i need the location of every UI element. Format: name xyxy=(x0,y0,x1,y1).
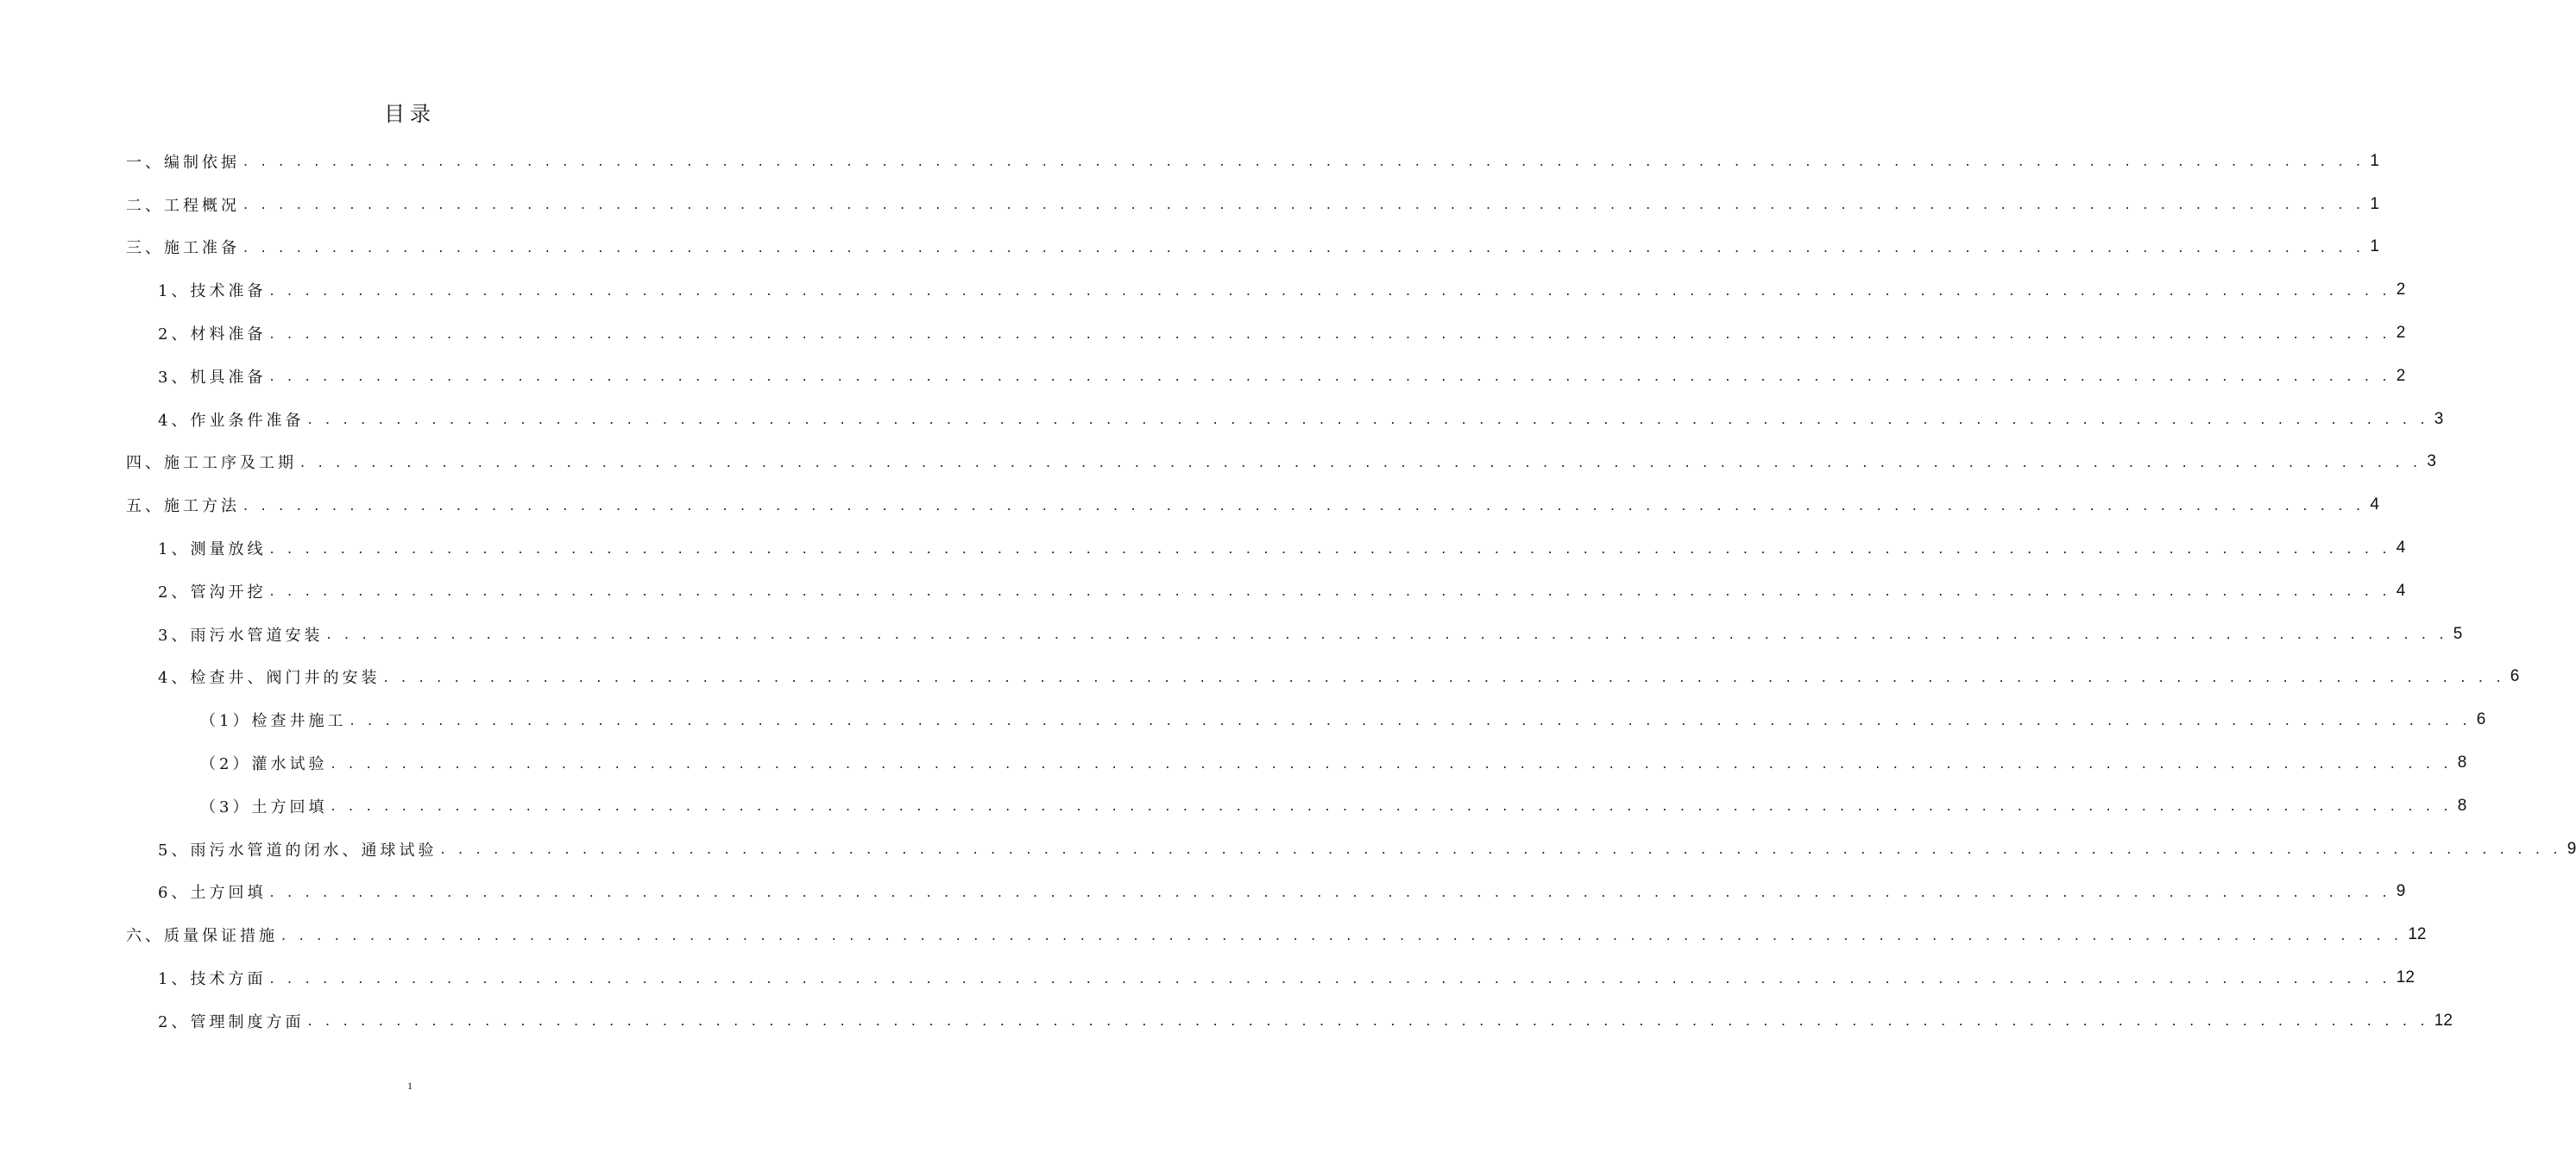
toc-entry-label: 3、机具准备 xyxy=(158,368,267,387)
toc-leader-dots: . . . . . . . . . . . . . . . . . . . . . . . . . . . . . . . . . . . . . . . . . . . . . . . . . . . . . . . . . . . . . . . . . . . . . . . . . . . . . . . . . . . . . . . . . . . . . . . . . . . . . . . . . . . . . . . . . . . . . . . . xyxy=(440,841,2562,858)
toc-entry[interactable] xyxy=(0,613,2463,656)
toc-entry[interactable] xyxy=(0,183,2379,226)
toc-leader-dots: . . . . . . . . . . . . . . . . . . . . . . . . . . . . . . . . . . . . . . . . . . . . . . . . . . . . . . . . . . . . . . . . . . . . . . . . . . . . . . . . . . . . . . . . . . . . . . . . . . . . . . . . . . . . . . . . . . . . . . . . xyxy=(269,325,2391,342)
toc-entry-page: 1 xyxy=(2370,151,2379,170)
toc-entry-label: 6、土方回填 xyxy=(158,884,267,903)
toc-entry-label: 4、作业条件准备 xyxy=(158,411,305,430)
toc-entry-page: 2 xyxy=(2396,366,2406,385)
toc-entry-page: 12 xyxy=(2396,968,2415,987)
toc-leader-dots: . . . . . . . . . . . . . . . . . . . . . . . . . . . . . . . . . . . . . . . . . . . . . . . . . . . . . . . . . . . . . . . . . . . . . . . . . . . . . . . . . . . . . . . . . . . . . . . . . . . . . . . . . . . . . . . . . . . . . . . . xyxy=(331,798,2453,815)
toc-entry-page: 4 xyxy=(2396,581,2406,600)
toc-leader-dots: . . . . . . . . . . . . . . . . . . . . . . . . . . . . . . . . . . . . . . . . . . . . . . . . . . . . . . . . . . . . . . . . . . . . . . . . . . . . . . . . . . . . . . . . . . . . . . . . . . . . . . . . . . . . . . . . . . . . . . . . xyxy=(243,196,2365,213)
toc-entry-page: 5 xyxy=(2453,624,2463,643)
toc-entry[interactable] xyxy=(0,913,2427,956)
page-number: 1 xyxy=(407,1080,413,1092)
toc-leader-dots: . . . . . . . . . . . . . . . . . . . . . . . . . . . . . . . . . . . . . . . . . . . . . . . . . . . . . . . . . . . . . . . . . . . . . . . . . . . . . . . . . . . . . . . . . . . . . . . . . . . . . . . . . . . . . . . . . . . . . . . . xyxy=(269,883,2391,900)
toc-entry-label: 2、管理制度方面 xyxy=(158,1012,305,1031)
toc-entry-page: 6 xyxy=(2510,667,2520,686)
toc-entry[interactable] xyxy=(0,785,2467,828)
toc-entry-page: 4 xyxy=(2370,495,2379,514)
toc-entry-page: 9 xyxy=(2567,839,2576,858)
toc-entry-label: 4、检查井、阀门井的安装 xyxy=(158,669,381,688)
toc-leader-dots: . . . . . . . . . . . . . . . . . . . . . . . . . . . . . . . . . . . . . . . . . . . . . . . . . . . . . . . . . . . . . . . . . . . . . . . . . . . . . . . . . . . . . . . . . . . . . . . . . . . . . . . . . . . . . . . . . . . . . . . . xyxy=(269,969,2391,987)
toc-entry-label: 1、测量放线 xyxy=(158,540,267,559)
toc-leader-dots: . . . . . . . . . . . . . . . . . . . . . . . . . . . . . . . . . . . . . . . . . . . . . . . . . . . . . . . . . . . . . . . . . . . . . . . . . . . . . . . . . . . . . . . . . . . . . . . . . . . . . . . . . . . . . . . . . . . . . . . . xyxy=(243,496,2365,514)
toc-entry-label: 3、雨污水管道安装 xyxy=(158,626,324,645)
toc-leader-dots: . . . . . . . . . . . . . . . . . . . . . . . . . . . . . . . . . . . . . . . . . . . . . . . . . . . . . . . . . . . . . . . . . . . . . . . . . . . . . . . . . . . . . . . . . . . . . . . . . . . . . . . . . . . . . . . . . . . . . . . . xyxy=(269,583,2391,600)
toc-entry-page: 3 xyxy=(2427,452,2436,471)
toc-entry-page: 8 xyxy=(2457,753,2467,772)
toc-leader-dots: . . . . . . . . . . . . . . . . . . . . . . . . . . . . . . . . . . . . . . . . . . . . . . . . . . . . . . . . . . . . . . . . . . . . . . . . . . . . . . . . . . . . . . . . . . . . . . . . . . . . . . . . . . . . . . . . . . . . . . . . xyxy=(326,626,2448,643)
toc-leader-dots: . . . . . . . . . . . . . . . . . . . . . . . . . . . . . . . . . . . . . . . . . . . . . . . . . . . . . . . . . . . . . . . . . . . . . . . . . . . . . . . . . . . . . . . . . . . . . . . . . . . . . . . . . . . . . . . . . . . . . . . . xyxy=(307,1012,2429,1030)
toc-entry-label: 5、雨污水管道的闭水、通球试验 xyxy=(158,841,438,860)
toc-entry-page: 2 xyxy=(2396,281,2406,299)
toc-leader-dots: . . . . . . . . . . . . . . . . . . . . . . . . . . . . . . . . . . . . . . . . . . . . . . . . . . . . . . . . . . . . . . . . . . . . . . . . . . . . . . . . . . . . . . . . . . . . . . . . . . . . . . . . . . . . . . . . . . . . . . . . xyxy=(269,539,2391,557)
toc-entry[interactable] xyxy=(0,355,2406,398)
toc-entry[interactable] xyxy=(0,226,2379,269)
toc-entry-label: （3）土方回填 xyxy=(200,798,328,816)
toc-leader-dots: . . . . . . . . . . . . . . . . . . . . . . . . . . . . . . . . . . . . . . . . . . . . . . . . . . . . . . . . . . . . . . . . . . . . . . . . . . . . . . . . . . . . . . . . . . . . . . . . . . . . . . . . . . . . . . . . . . . . . . . . xyxy=(243,153,2365,170)
toc-entry-page: 6 xyxy=(2476,710,2486,729)
toc-entry[interactable] xyxy=(0,698,2486,741)
toc-leader-dots: . . . . . . . . . . . . . . . . . . . . . . . . . . . . . . . . . . . . . . . . . . . . . . . . . . . . . . . . . . . . . . . . . . . . . . . . . . . . . . . . . . . . . . . . . . . . . . . . . . . . . . . . . . . . . . . . . . . . . . . . xyxy=(243,238,2365,255)
toc-entry-label: 1、技术方面 xyxy=(158,970,267,989)
toc-entry[interactable] xyxy=(0,526,2406,570)
toc-entry[interactable] xyxy=(0,441,2436,484)
toc-leader-dots: . . . . . . . . . . . . . . . . . . . . . . . . . . . . . . . . . . . . . . . . . . . . . . . . . . . . . . . . . . . . . . . . . . . . . . . . . . . . . . . . . . . . . . . . . . . . . . . . . . . . . . . . . . . . . . . . . . . . . . . . xyxy=(269,281,2391,299)
toc-title: 目录 xyxy=(384,102,436,126)
toc-entry-page: 12 xyxy=(2408,925,2427,944)
toc-entry[interactable] xyxy=(0,570,2406,613)
toc-entry[interactable] xyxy=(0,828,2576,871)
toc-entry[interactable] xyxy=(0,741,2467,785)
toc-entry[interactable] xyxy=(0,268,2406,312)
toc-entry-page: 9 xyxy=(2396,882,2406,901)
toc-entry-label: 二、工程概况 xyxy=(126,196,240,215)
toc-leader-dots: . . . . . . . . . . . . . . . . . . . . . . . . . . . . . . . . . . . . . . . . . . . . . . . . . . . . . . . . . . . . . . . . . . . . . . . . . . . . . . . . . . . . . . . . . . . . . . . . . . . . . . . . . . . . . . . . . . . . . . . . xyxy=(269,368,2391,385)
toc-entry-label: （1）检查井施工 xyxy=(200,712,347,731)
toc-leader-dots: . . . . . . . . . . . . . . . . . . . . . . . . . . . . . . . . . . . . . . . . . . . . . . . . . . . . . . . . . . . . . . . . . . . . . . . . . . . . . . . . . . . . . . . . . . . . . . . . . . . . . . . . . . . . . . . . . . . . . . . . xyxy=(281,926,2403,943)
toc-entry-label: 四、施工工序及工期 xyxy=(126,454,297,473)
toc-entry[interactable] xyxy=(0,956,2415,999)
toc-entry-label: 1、技术准备 xyxy=(158,282,267,301)
toc-entry-label: 五、施工方法 xyxy=(126,497,240,516)
toc-entry[interactable] xyxy=(0,398,2444,441)
toc-entry-page: 1 xyxy=(2370,237,2379,256)
toc-entry-label: 2、材料准备 xyxy=(158,325,267,344)
toc-entry[interactable] xyxy=(0,312,2406,355)
toc-entry-page: 8 xyxy=(2457,796,2467,815)
toc-entry-page: 12 xyxy=(2434,1011,2453,1030)
toc-entry[interactable] xyxy=(0,871,2406,914)
toc-entry-label: 三、施工准备 xyxy=(126,239,240,258)
toc-entry[interactable] xyxy=(0,483,2379,526)
toc-leader-dots: . . . . . . . . . . . . . . . . . . . . . . . . . . . . . . . . . . . . . . . . . . . . . . . . . . . . . . . . . . . . . . . . . . . . . . . . . . . . . . . . . . . . . . . . . . . . . . . . . . . . . . . . . . . . . . . . . . . . . . . . xyxy=(350,711,2472,728)
toc-entry-label: （2）灌水试验 xyxy=(200,755,328,774)
toc-entry[interactable] xyxy=(0,140,2379,183)
toc-leader-dots: . . . . . . . . . . . . . . . . . . . . . . . . . . . . . . . . . . . . . . . . . . . . . . . . . . . . . . . . . . . . . . . . . . . . . . . . . . . . . . . . . . . . . . . . . . . . . . . . . . . . . . . . . . . . . . . . . . . . . . . . xyxy=(300,453,2422,470)
toc-entry-page: 4 xyxy=(2396,539,2406,558)
toc-entry[interactable] xyxy=(0,999,2453,1043)
toc-entry-label: 六、质量保证措施 xyxy=(126,927,278,946)
toc-entry-label: 2、管沟开挖 xyxy=(158,583,267,602)
toc-leader-dots: . . . . . . . . . . . . . . . . . . . . . . . . . . . . . . . . . . . . . . . . . . . . . . . . . . . . . . . . . . . . . . . . . . . . . . . . . . . . . . . . . . . . . . . . . . . . . . . . . . . . . . . . . . . . . . . . . . . . . . . . xyxy=(331,754,2453,772)
toc-leader-dots: . . . . . . . . . . . . . . . . . . . . . . . . . . . . . . . . . . . . . . . . . . . . . . . . . . . . . . . . . . . . . . . . . . . . . . . . . . . . . . . . . . . . . . . . . . . . . . . . . . . . . . . . . . . . . . . . . . . . . . . . xyxy=(383,668,2505,685)
toc-entry-page: 2 xyxy=(2396,324,2406,343)
table-of-contents xyxy=(0,140,2576,1043)
toc-entry[interactable] xyxy=(0,656,2520,699)
toc-entry-page: 1 xyxy=(2370,194,2379,213)
toc-entry-page: 3 xyxy=(2434,409,2444,428)
toc-leader-dots: . . . . . . . . . . . . . . . . . . . . . . . . . . . . . . . . . . . . . . . . . . . . . . . . . . . . . . . . . . . . . . . . . . . . . . . . . . . . . . . . . . . . . . . . . . . . . . . . . . . . . . . . . . . . . . . . . . . . . . . . xyxy=(307,411,2429,428)
toc-entry-label: 一、编制依据 xyxy=(126,153,240,172)
